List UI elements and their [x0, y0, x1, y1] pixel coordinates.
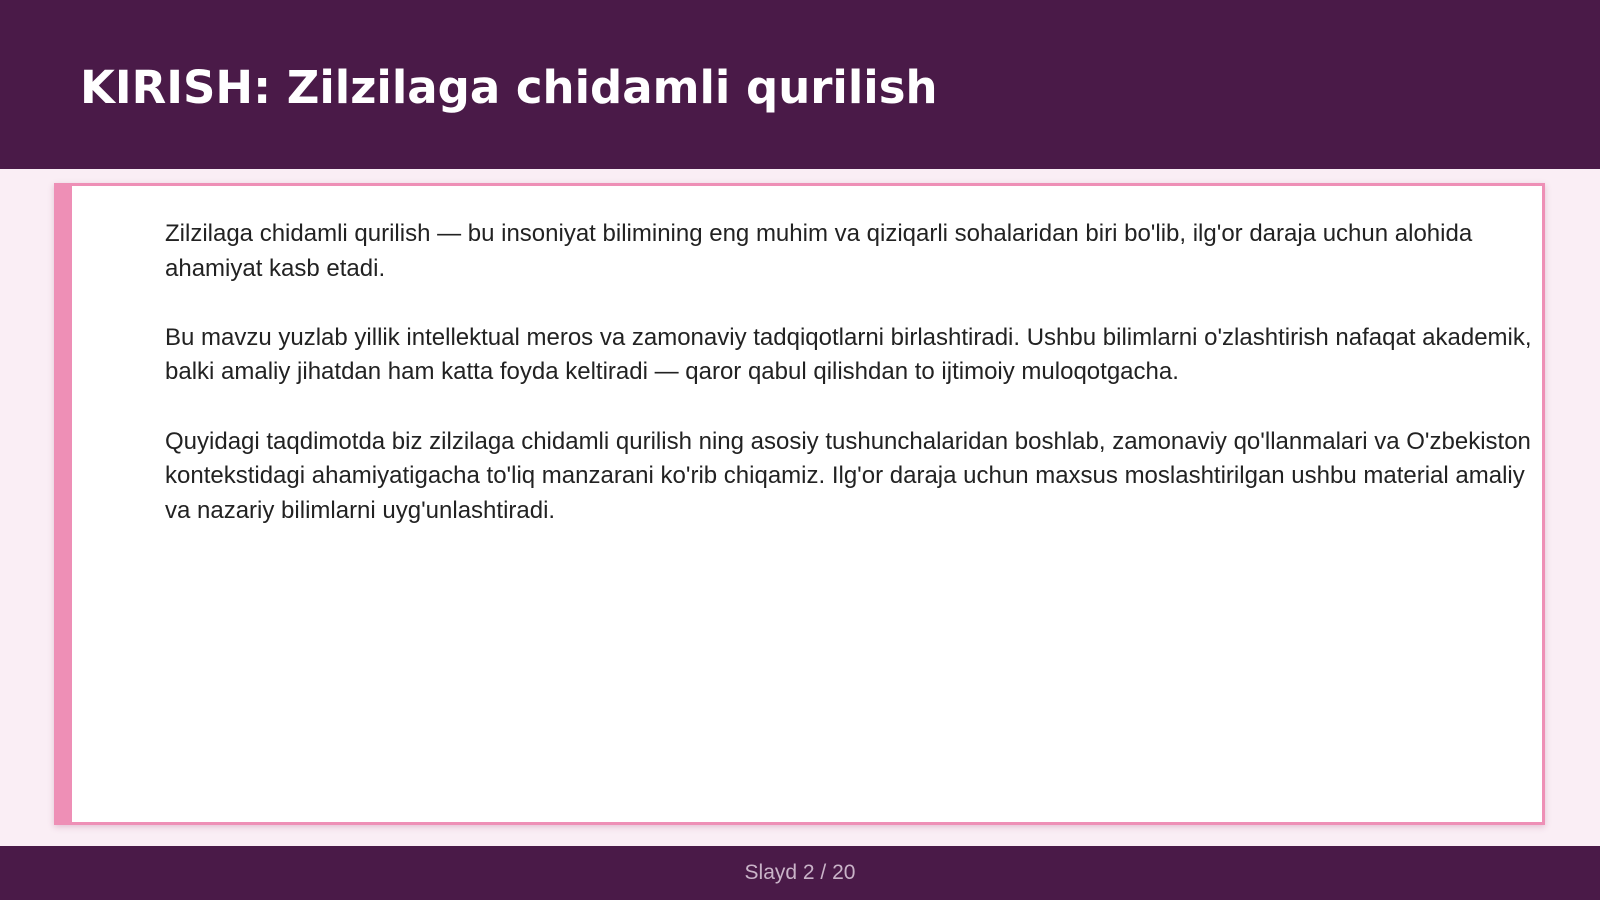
content-body: [165, 217, 1535, 563]
slide-header: [0, 0, 1600, 169]
paragraph-overview: Quyidagi taqdimotda biz zilzilaga chidamli qurilish ning asosiy tushunchalaridan boshlab, zamonaviy qo'llanmalari va O'zbekiston kontekstidagi ahamiyatigacha to'liq manzarani ko'rib chiqamiz. Ilg'or daraja uchun maxsus moslashtirilgan ushbu material amaliy va nazariy bilimlarni uyg'unlashtiradi.: [165, 427, 1531, 524]
slide-title: KIRISH: Zilzilaga chidamli qurilish: [80, 61, 938, 114]
content-card: [54, 183, 1545, 825]
slide-number: Slayd 2 / 20: [744, 861, 856, 884]
paragraph-intro: Zilzilaga chidamli qurilish — bu insoniyat bilimining eng muhim va qiziqarli sohalaridan biri bo'lib, ilg'or daraja uchun alohida ahamiyat kasb etadi.: [165, 220, 1473, 282]
paragraph-heritage: Bu mavzu yuzlab yillik intellektual meros va zamonaviy tadqiqotlarni birlashtiradi. Ushbu bilimlarni o'zlashtirish nafaqat akademik, balki amaliy jihatdan ham katta foyda keltiradi — qaror qabul qilishdan to ijtimoiy muloqotgacha.: [165, 323, 1532, 386]
slide-footer: [0, 846, 1600, 900]
